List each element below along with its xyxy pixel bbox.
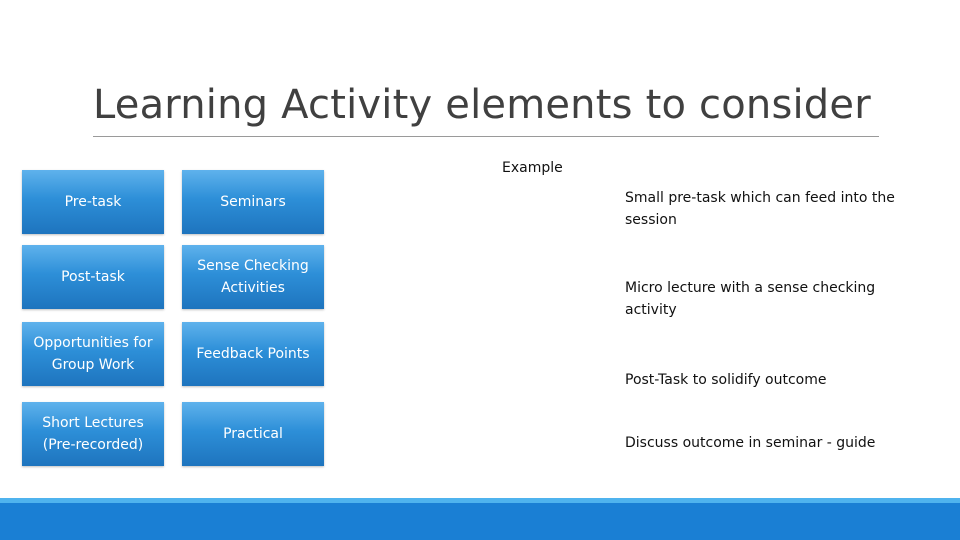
activity-box-post-task: Post-task — [22, 245, 164, 309]
footer-bar — [0, 498, 960, 540]
example-text-2: Micro lecture with a sense checking activity — [625, 280, 876, 318]
example-text-4: Discuss outcome in seminar - guide — [625, 435, 876, 451]
example-column-heading: Example — [502, 160, 563, 176]
activity-box-feedback-points: Feedback Points — [182, 322, 324, 386]
activity-box-group-work: Opportunities for Group Work — [22, 322, 164, 386]
slide-title: Learning Activity elements to consider — [93, 82, 871, 128]
activity-box-practical: Practical — [182, 402, 324, 466]
example-text-3: Post-Task to solidify outcome — [625, 372, 827, 388]
title-divider — [93, 136, 879, 137]
activity-box-sense-checking: Sense Checking Activities — [182, 245, 324, 309]
activity-box-pre-task: Pre-task — [22, 170, 164, 234]
activity-box-short-lectures: Short Lectures (Pre-recorded) — [22, 402, 164, 466]
example-text-1: Small pre-task which can feed into the session — [625, 190, 895, 228]
activity-box-seminars: Seminars — [182, 170, 324, 234]
